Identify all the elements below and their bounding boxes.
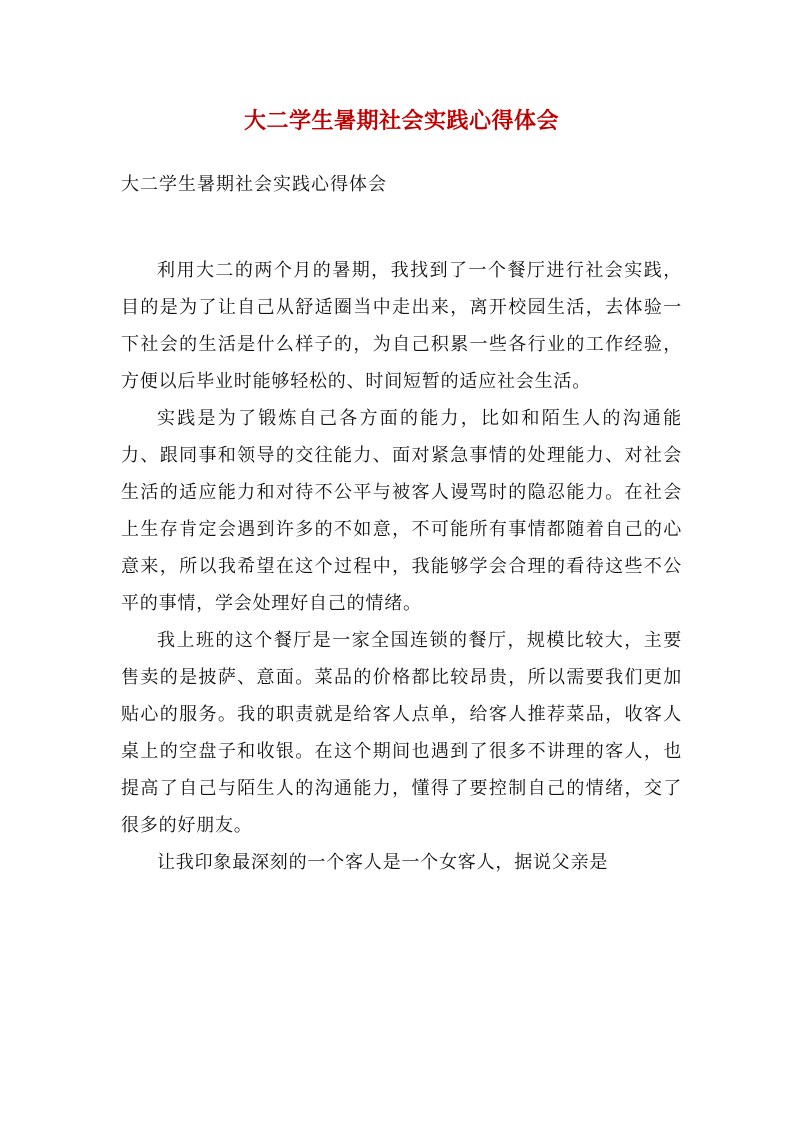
- document-body: [121, 252, 682, 881]
- document-title: 大二学生暑期社会实践心得体会: [243, 108, 559, 134]
- body-paragraph: 利用大二的两个月的暑期，我找到了一个餐厅进行社会实践，目的是为了让自己从舒适圈当中走出来，离开校园生活，去体验一下社会的生活是什么样子的，为自己积累一些各行业的工作经验，方便以后毕业时能够轻松的、时间短暂的适应社会生活。: [121, 260, 682, 392]
- body-paragraph: 让我印象最深刻的一个客人是一个女客人，据说父亲是: [157, 852, 609, 873]
- body-paragraph: 我上班的这个餐厅是一家全国连锁的餐厅，规模比较大，主要售卖的是披萨、意面。菜品的价格都比较昂贵，所以需要我们更加贴心的服务。我的职责就是给客人点单，给客人推荐菜品，收客人桌上的空盘子和收银。在这个期间也遇到了很多不讲理的客人，也提高了自己与陌生人的沟通能力，懂得了要控制自己的情绪，交了很多的好朋友。: [121, 630, 682, 836]
- body-paragraph: 实践是为了锻炼自己各方面的能力，比如和陌生人的沟通能力、跟同事和领导的交往能力、面对紧急事情的处理能力、对社会生活的适应能力和对待不公平与被客人谩骂时的隐忍能力。在社会上生存肯定会遇到许多的不如意，不可能所有事情都随着自己的心意来，所以我希望在这个过程中，我能够学会合理的看待这些不公平的事情，学会处理好自己的情绪。: [121, 408, 682, 614]
- document-subtitle: 大二学生暑期社会实践心得体会: [121, 174, 387, 195]
